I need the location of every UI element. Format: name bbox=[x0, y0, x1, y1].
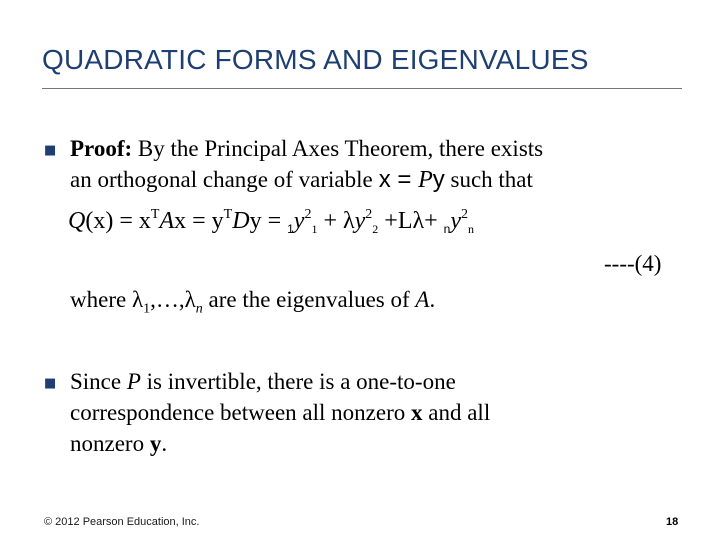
page-number: 18 bbox=[666, 516, 679, 528]
slide-title: QUADRATIC FORMS AND EIGENVALUES bbox=[42, 44, 589, 75]
equation-number: ----(4) bbox=[604, 251, 662, 276]
proof-paragraph bbox=[70, 133, 670, 196]
change-of-variable-equation: x = Py bbox=[378, 166, 445, 193]
proof-line2: an orthogonal change of variable bbox=[70, 167, 373, 192]
eigenvalue-note: where $\lambda_1,\dots,\lambda_n$ are the eigenvalues of A. bbox=[70, 287, 436, 317]
proof-line2-tail: such that bbox=[444, 167, 533, 192]
copyright-footer: © 2012 Pearson Education, Inc. bbox=[44, 516, 200, 528]
square-bullet-icon: ■ bbox=[44, 376, 57, 391]
square-bullet-icon: ■ bbox=[44, 143, 57, 158]
proof-line1: By the Principal Axes Theorem, there exists bbox=[132, 136, 544, 161]
quadratic-form-equation: $Q(x) = x^TAx = y^TDy = _1y^2_1 + \lambda y^2_2 +L\lambda+ _ny^2_n$ bbox=[68, 207, 475, 236]
proof-label: Proof: bbox=[70, 136, 133, 161]
title-divider bbox=[42, 88, 682, 89]
invertibility-paragraph: Since P is invertible, there is a one-to-one correspondence between all nonzero x and all nonzero y. bbox=[70, 369, 491, 456]
